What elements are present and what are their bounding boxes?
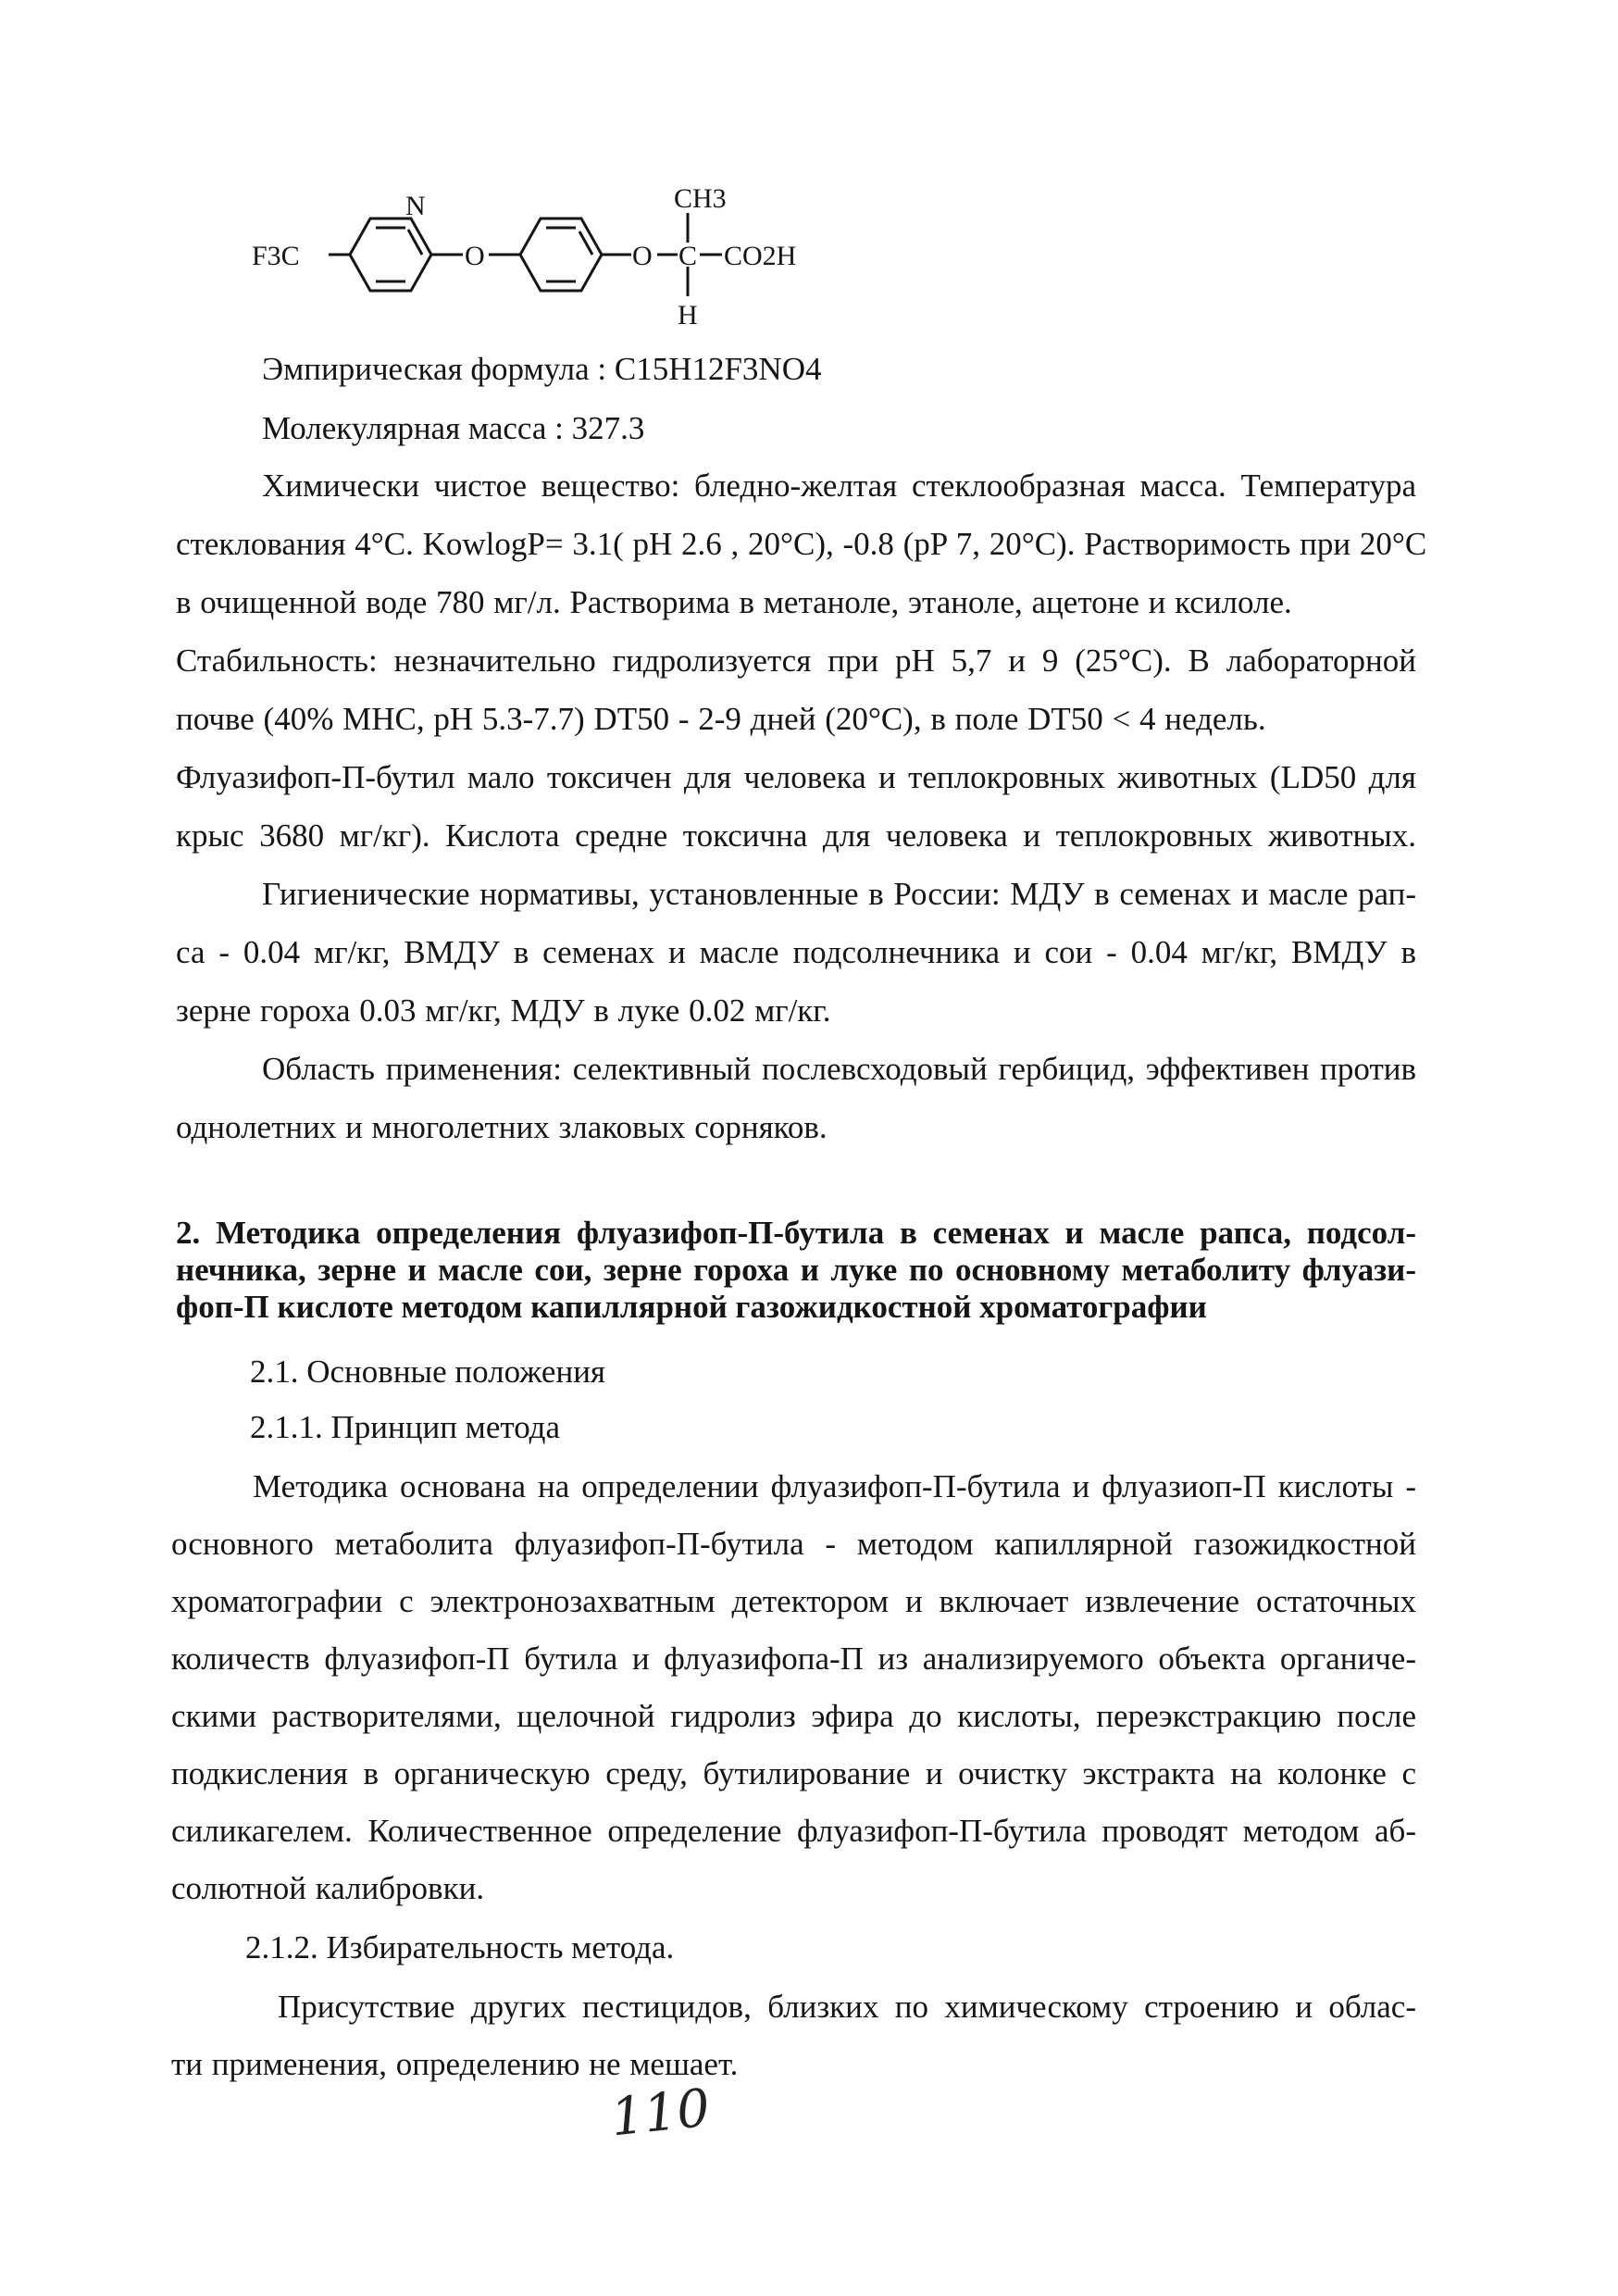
text-line: в очищенной воде 780 мг/л. Растворима в метаноле, этаноле, ацетоне и ксилоле.	[176, 584, 1292, 620]
section-heading: 2. Методика определения флуазифоп-П-бутила в семенах и масле рапса, подсол-	[176, 1215, 1416, 1251]
hydrogen-label: H	[678, 300, 698, 331]
text-line: Флуазифоп-П-бутил мало токсичен для человека и теплокровных животных (LD50 для	[176, 759, 1416, 795]
text-line: почве (40% MHC, pH 5.3-7.7) DT50 - 2-9 дней (20°C), в поле DT50 < 4 недель.	[176, 701, 1266, 737]
section-heading: нечника, зерне и масле сои, зерне гороха и луке по основному метаболиту флуази-	[176, 1252, 1416, 1288]
section-heading: фоп-П кислоте методом капиллярной газожидкостной хроматографии	[176, 1289, 1207, 1325]
text-line: силикагелем. Количественное определение флуазифоп-П-бутила проводят методом аб-	[171, 1813, 1416, 1849]
page-number: 110	[607, 2078, 713, 2149]
text-line: Область применения: селективный послевсходовый гербицид, эффективен против	[262, 1051, 1416, 1087]
text-line: однолетних и многолетних злаковых сорняков.	[176, 1109, 828, 1145]
text-line: зерне гороха 0.03 мг/кг, МДУ в луке 0.02 мг/кг.	[176, 992, 831, 1029]
text-line: количеств флуазифоп-П бутила и флуазифопа-П из анализируемого объекта органиче-	[171, 1641, 1416, 1677]
nitrogen-label: N	[405, 191, 426, 221]
text-line: стеклования 4°C. KowlogP= 3.1( pH 2.6 , 20°C), -0.8 (pP 7, 20°C). Растворимость при 20°C	[176, 526, 1427, 562]
subheading: 2.1.2. Избирательность метода.	[245, 1929, 675, 1965]
formula-value: C15H12F3NO4	[614, 351, 822, 387]
f3c-label: F3C	[252, 241, 300, 271]
empirical-formula	[262, 349, 821, 390]
oxygen-label: O	[465, 241, 485, 271]
structure-diagram	[250, 167, 953, 333]
formula-label: Эмпирическая формула :	[262, 351, 615, 387]
text-line: скими растворителями, щелочной гидролиз эфира до кислоты, переэкстракцию после	[171, 1698, 1416, 1734]
text-line: солютной калибровки.	[171, 1870, 485, 1906]
text-line: Присутствие других пестицидов, близких по химическому строению и облас-	[278, 1989, 1416, 2025]
text-line: крыс 3680 мг/кг). Кислота средне токсична для человека и теплокровных животных.	[176, 817, 1416, 854]
text-line: подкисления в органическую среду, бутилирование и очистку экстракта на колонке с	[171, 1755, 1416, 1791]
text-line: основного метаболита флуазифоп-П-бутила - методом капиллярной газожидкостной	[171, 1526, 1416, 1562]
text-line: са - 0.04 мг/кг, ВМДУ в семенах и масле подсолнечника и сои - 0.04 мг/кг, ВМДУ в	[176, 934, 1416, 970]
oxygen-label: O	[632, 241, 653, 271]
text-line: Гигиенические нормативы, установленные в России: МДУ в семенах и масле рап-	[262, 876, 1416, 912]
molecular-mass	[262, 408, 644, 449]
subheading: 2.1. Основные положения	[250, 1354, 606, 1390]
text-line: Методика основана на определении флуазифоп-П-бутила и флуазиоп-П кислоты -	[253, 1468, 1416, 1504]
text-line: Стабильность: незначительно гидролизуется при pH 5,7 и 9 (25°C). В лабораторной	[176, 643, 1416, 679]
chemical-structure	[250, 167, 953, 333]
mass-label: Молекулярная масса :	[262, 410, 572, 446]
carboxyl-label: CO2H	[724, 241, 797, 271]
methyl-label: CH3	[674, 183, 727, 214]
text-line: Химически чистое вещество: бледно-желтая стеклообразная масса. Температура	[262, 468, 1416, 504]
subheading: 2.1.1. Принцип метода	[250, 1409, 561, 1445]
text-line: ти применения, определению не мешает.	[171, 2046, 739, 2082]
mass-value: 327.3	[571, 410, 645, 446]
text-line: хроматографии с электронозахватным детектором и включает извлечение остаточных	[171, 1583, 1416, 1619]
carbon-label: C	[678, 241, 698, 271]
